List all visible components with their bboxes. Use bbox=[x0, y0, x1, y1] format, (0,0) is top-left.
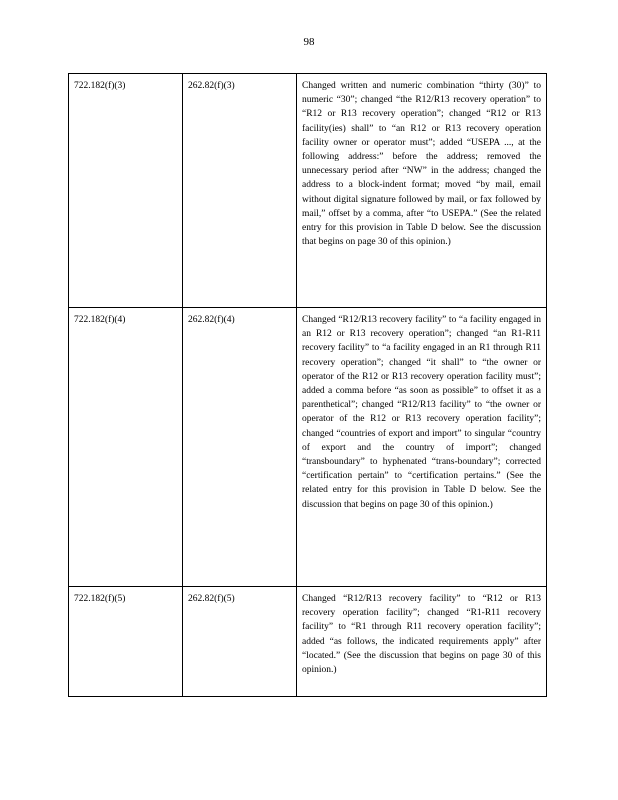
table-row bbox=[69, 308, 547, 587]
illinois-section-cell: 722.182(f)(4) bbox=[69, 308, 183, 587]
table-row bbox=[69, 74, 547, 308]
federal-section-cell: 262.82(f)(5) bbox=[183, 587, 297, 697]
federal-section-cell: 262.82(f)(4) bbox=[183, 308, 297, 587]
rule-changes-table bbox=[68, 73, 547, 697]
change-description-cell: Changed “R12/R13 recovery facility” to “R12 or R13 recovery operation facility”; changed “R1-R11 recovery facility” to “R1 through R11 recovery operation facility”; added “as follows, the indicated requirements apply” after “located.” (See the discussion that begins on page 30 of this opinion.) bbox=[297, 587, 547, 697]
federal-section-cell: 262.82(f)(3) bbox=[183, 74, 297, 308]
change-description-cell: Changed “R12/R13 recovery facility” to “a facility engaged in an R12 or R13 recovery operation”; changed “an R1-R11 recovery facility” to “a facility engaged in an R1 through R11 recovery operation”; changed “it shall” to “the owner or operator of the R12 or R13 recovery operation facility must”; added a comma before “as soon as possible” to offset it as a parenthetical”; changed “R12/R13 facility” to “the owner or operator of the R12 or R13 recovery operation facility”; changed “countries of export and import” to singular “country of export and the country of import”; changed “transboundary” to hyphenated “trans-boundary”; corrected “certification pertain” to “certification pertains.” (See the related entry for this provision in Table D below. See the discussion that begins on page 30 of this opinion.) bbox=[297, 308, 547, 587]
page-number: 98 bbox=[303, 36, 315, 48]
table-row bbox=[69, 587, 547, 697]
illinois-section-cell: 722.182(f)(3) bbox=[69, 74, 183, 308]
change-description-cell: Changed written and numeric combination “thirty (30)” to numeric “30”; changed “the R12/R13 recovery operation” to “R12 or R13 recovery operation”; changed “R12 or R13 facility(ies) shall” to “an R12 or R13 recovery operation facility owner or operator must”; added “USEPA ..., at the following address:” before the address; removed the unnecessary period after “NW” in the address; changed the address to a block-indent format; moved “by mail, email without digital signature followed by mail, or fax followed by mail,” offset by a comma, after “to USEPA.” (See the related entry for this provision in Table D below. See the discussion that begins on page 30 of this opinion.) bbox=[297, 74, 547, 308]
illinois-section-cell: 722.182(f)(5) bbox=[69, 587, 183, 697]
